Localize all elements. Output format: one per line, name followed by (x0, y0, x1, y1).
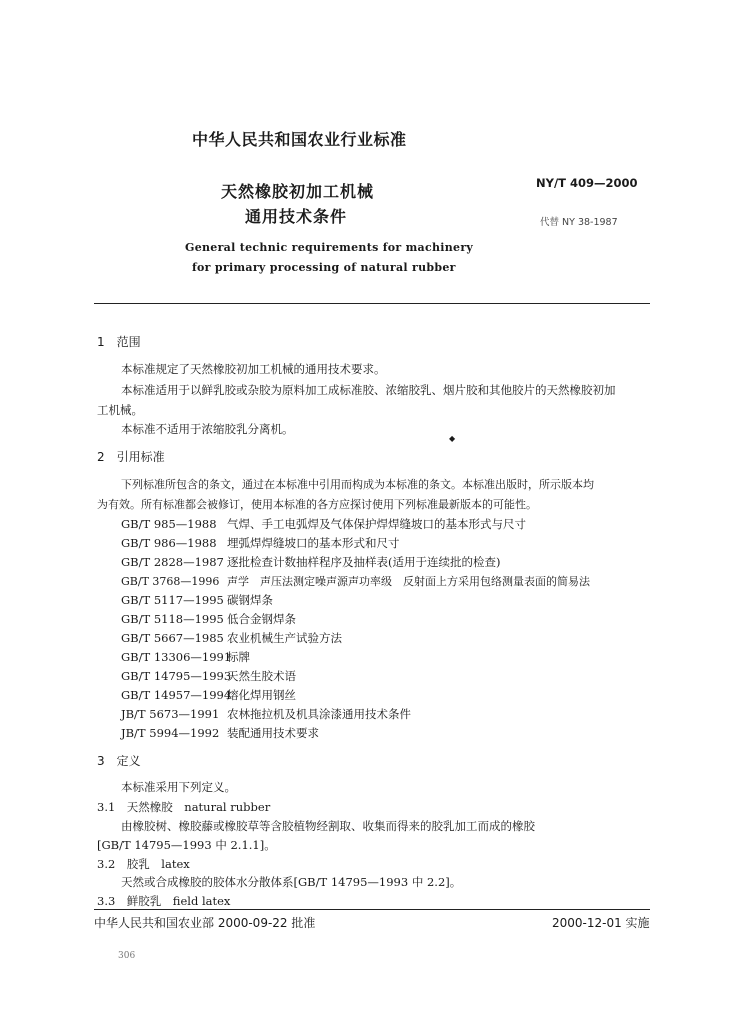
reference-code: GB/T 5118—1995 (121, 612, 224, 626)
reference-item (121, 649, 250, 665)
section-3-heading: 3 定义 (97, 754, 141, 768)
definition-3-1-text-b: [GB/T 14795—1993 中 2.1.1]。 (97, 838, 276, 852)
footer-rule (94, 909, 650, 910)
section-1-para-1: 本标准规定了天然橡胶初加工机械的通用技术要求。 (121, 362, 386, 376)
title-en-line1: General technic requirements for machinery (185, 241, 474, 254)
reference-code: GB/T 985—1988 (121, 517, 217, 531)
standard-code: NY/T 409—2000 (536, 176, 638, 190)
reference-title: 碳钢焊条 (227, 593, 273, 607)
section-1-heading: 1 范围 (97, 335, 141, 349)
title-en-line2: for primary processing of natural rubber (192, 261, 456, 274)
reference-title: 低合金钢焊条 (227, 612, 296, 626)
implementation-date: 2000-12-01 实施 (552, 916, 650, 930)
definition-3-2-text: 天然或合成橡胶的胶体水分散体系[GB/T 14795—1993 中 2.2]。 (121, 875, 462, 889)
section-1-para-2b: 工机械。 (97, 403, 143, 417)
reference-item (121, 554, 500, 570)
reference-title: 逐批检查计数抽样程序及抽样表(适用于连续批的检查) (227, 555, 501, 569)
reference-title: 埋弧焊焊缝坡口的基本形式和尺寸 (227, 536, 400, 550)
definition-3-2-heading: 3.2 胶乳 latex (97, 857, 190, 871)
section-1-para-3: 本标准不适用于浓缩胶乳分离机。 (121, 422, 294, 436)
reference-title: 熔化焊用钢丝 (227, 688, 296, 702)
reference-code: GB/T 14957—1994 (121, 688, 232, 702)
reference-title: 声学 声压法测定噪声源声功率级 反射面上方采用包络测量表面的简易法 (227, 575, 590, 588)
reference-code: JB/T 5673—1991 (121, 707, 220, 721)
reference-item (121, 706, 411, 722)
reference-item (121, 668, 296, 684)
reference-item (121, 687, 296, 703)
reference-title: 农业机械生产试验方法 (227, 631, 342, 645)
reference-item (121, 725, 319, 741)
reference-code: GB/T 2828—1987 (121, 555, 224, 569)
reference-item (121, 516, 526, 532)
title-cn-line1: 天然橡胶初加工机械 (221, 182, 375, 201)
reference-code: JB/T 5994—1992 (121, 726, 220, 740)
reference-title: 天然生胶术语 (227, 669, 296, 683)
reference-title: 标牌 (227, 650, 250, 664)
section-3-intro: 本标准采用下列定义。 (121, 780, 236, 794)
title-cn-line2: 通用技术条件 (245, 207, 348, 226)
reference-item (121, 573, 590, 589)
stray-mark: ◆ (449, 434, 456, 443)
reference-item (121, 630, 342, 646)
definition-3-1-heading: 3.1 天然橡胶 natural rubber (97, 800, 271, 814)
section-2-para-1b: 为有效。所有标准都会被修订，使用本标准的各方应探讨使用下列标准最新版本的可能性。 (97, 498, 537, 511)
reference-item (121, 611, 296, 627)
replaces-note: 代替 NY 38-1987 (540, 217, 618, 228)
reference-code: GB/T 5117—1995 (121, 593, 224, 607)
approval-date: 中华人民共和国农业部 2000-09-22 批准 (94, 916, 316, 930)
reference-title: 装配通用技术要求 (227, 726, 319, 740)
reference-code: GB/T 986—1988 (121, 536, 217, 550)
definition-3-1-text-a: 由橡胶树、橡胶藤或橡胶草等含胶植物经割取、收集而得来的胶乳加工而成的橡胶 (121, 819, 535, 833)
reference-item (121, 592, 273, 608)
reference-title: 农林拖拉机及机具涂漆通用技术条件 (227, 707, 411, 721)
org-title: 中华人民共和国农业行业标准 (192, 130, 407, 149)
reference-code: GB/T 13306—1991 (121, 650, 232, 664)
section-2-para-1a: 下列标准所包含的条文，通过在本标准中引用而构成为本标准的条文。本标准出版时，所示版本均 (121, 478, 594, 491)
section-2-heading: 2 引用标准 (97, 450, 165, 464)
reference-code: GB/T 3768—1996 (121, 575, 220, 588)
header-rule (94, 303, 650, 304)
section-1-para-2a: 本标准适用于以鲜乳胶或杂胶为原料加工成标准胶、浓缩胶乳、烟片胶和其他胶片的天然橡胶初加 (121, 383, 616, 397)
page-number: 306 (118, 951, 136, 961)
reference-item (121, 535, 400, 551)
definition-3-3-heading: 3.3 鲜胶乳 field latex (97, 894, 231, 908)
reference-title: 气焊、手工电弧焊及气体保护焊焊缝坡口的基本形式与尺寸 (227, 517, 526, 531)
reference-code: GB/T 5667—1985 (121, 631, 224, 645)
reference-code: GB/T 14795—1993 (121, 669, 232, 683)
